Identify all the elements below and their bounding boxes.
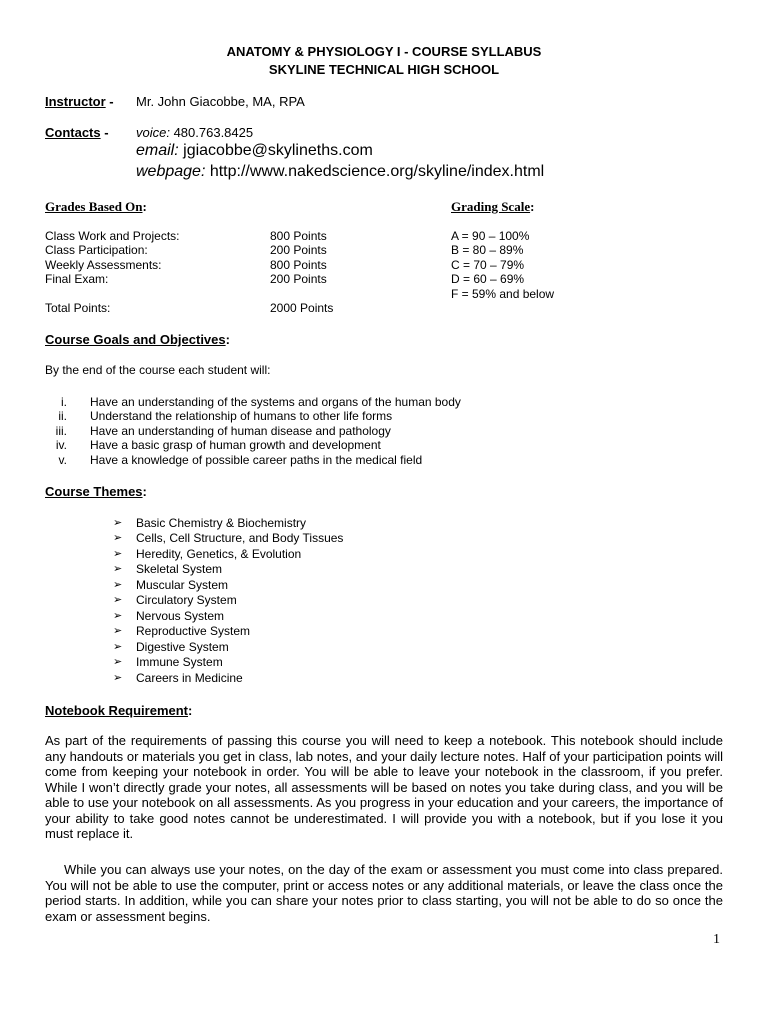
grading-scale-item: A = 90 – 100% [451,229,530,243]
instructor-name: Mr. John Giacobbe, MA, RPA [136,94,305,109]
instructor-label: Instructor - [45,94,114,109]
goals-intro: By the end of the course each student will: [45,363,271,377]
grade-item-label: Final Exam: [45,272,109,286]
goals-heading: Course Goals and Objectives: [45,332,230,347]
arrow-bullet-icon: ➢ [113,672,123,684]
arrow-bullet-icon: ➢ [113,656,123,668]
grading-scale-item: D = 60 – 69% [451,272,525,286]
theme-item: Heredity, Genetics, & Evolution [136,547,302,561]
arrow-bullet-icon: ➢ [113,610,123,622]
theme-item: Skeletal System [136,562,223,576]
themes-heading: Course Themes: [45,484,147,499]
goal-number: iii. [55,424,67,438]
notebook-heading: Notebook Requirement: [45,703,193,718]
grading-scale-item: C = 70 – 79% [451,258,525,272]
grade-item-points: 800 Points [270,229,327,243]
theme-item: Nervous System [136,609,225,623]
title-line-1: ANATOMY & PHYSIOLOGY I - COURSE SYLLABUS [226,44,542,59]
notebook-paragraph-1: As part of the requirements of passing this course you will need to keep a notebook. This notebook should include any handouts or materials you get in class, lab notes, and your daily lecture notes. Half of your participation points will come from keeping your notebook in order. You will be able to leave your notebook in the classroom, if you prefer. While I won’t directly grade your notes, all assessments will be based on notes you take during class, and you will be able to use your notebook on all assessments. As you progress in your education and your careers, the importance of your ability to take good notes cannot be underestimated. I will provide you with a notebook, but if you lose it you must replace it. [45,733,723,841]
grading-scale-item: F = 59% and below [451,287,555,301]
theme-item: Circulatory System [136,593,237,607]
title-line-2: SKYLINE TECHNICAL HIGH SCHOOL [268,62,500,77]
goal-number: iv. [55,438,67,452]
notebook-paragraph-2: While you can always use your notes, on the day of the exam or assessment you must come into class prepared. You will not be able to use the computer, print or access notes or any additional materials, or leave the class once the period starts. In addition, while you can share your notes prior to class starting, you will not be able to do so once the exam or assessment begins. [45,862,723,924]
arrow-bullet-icon: ➢ [113,548,123,560]
grading-scale-item: B = 80 – 89% [451,243,524,257]
theme-item: Immune System [136,655,223,669]
arrow-bullet-icon: ➢ [113,532,123,544]
grading-scale-heading: Grading Scale: [451,199,535,214]
grade-item-points: 200 Points [270,243,327,257]
voice-line: voice: 480.763.8425 [136,125,254,140]
grade-item-label: Class Work and Projects: [45,229,180,243]
grade-item-points: 800 Points [270,258,327,272]
grades-heading: Grades Based On: [45,199,147,214]
total-points-value: 2000 Points [270,301,334,315]
arrow-bullet-icon: ➢ [113,625,123,637]
theme-item: Cells, Cell Structure, and Body Tissues [136,531,344,545]
goal-text: Have an understanding of the systems and organs of the human body [90,395,461,409]
theme-item: Reproductive System [136,624,251,638]
arrow-bullet-icon: ➢ [113,641,123,653]
goal-number: ii. [58,409,67,423]
email-line: email: jgiacobbe@skylineths.com [136,142,373,159]
theme-item: Muscular System [136,578,229,592]
grade-item-label: Weekly Assessments: [45,258,162,272]
page-number: 1 [713,932,720,947]
grade-item-points: 200 Points [270,272,327,286]
goal-text: Understand the relationship of humans to other life forms [90,409,393,423]
theme-item: Basic Chemistry & Biochemistry [136,516,307,530]
goal-number: v. [58,453,67,467]
theme-item: Careers in Medicine [136,671,243,685]
goal-text: Have a knowledge of possible career paths in the medical field [90,453,423,467]
goal-text: Have an understanding of human disease and pathology [90,424,391,438]
total-points-label: Total Points: [45,301,111,315]
goal-text: Have a basic grasp of human growth and development [90,438,381,452]
goal-number: i. [61,395,67,409]
arrow-bullet-icon: ➢ [113,517,123,529]
grade-item-label: Class Participation: [45,243,148,257]
webpage-line: webpage: http://www.nakedscience.org/skyline/index.html [136,163,545,180]
arrow-bullet-icon: ➢ [113,563,123,575]
theme-item: Digestive System [136,640,229,654]
arrow-bullet-icon: ➢ [113,594,123,606]
arrow-bullet-icon: ➢ [113,579,123,591]
contacts-label: Contacts - [45,125,109,140]
